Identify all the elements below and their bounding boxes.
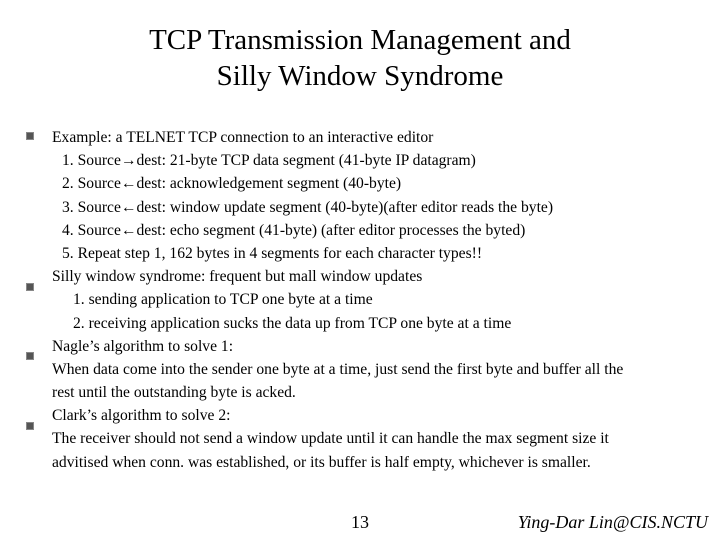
slide-title-line-2: Silly Window Syndrome bbox=[216, 60, 504, 92]
bullet-2-item-2: 2. receiving application sucks the data up from TCP one byte at a time bbox=[73, 314, 512, 332]
footer-author: Ying-Dar Lin@CIS.NCTU bbox=[517, 512, 708, 532]
bullet-2-item-1: 1. sending application to TCP one byte at a time bbox=[73, 291, 373, 309]
slide-title bbox=[0, 22, 720, 94]
bullet-marker-3 bbox=[26, 352, 34, 360]
slide-title-line-1: TCP Transmission Management and bbox=[149, 24, 571, 56]
bullet-1-step-2: 2. Source←dest: acknowledgement segment (40-byte) bbox=[62, 175, 402, 193]
bullet-3-heading: Nagle’s algorithm to solve 1: bbox=[52, 337, 234, 355]
bullet-2-heading: Silly window syndrome: frequent but mall window updates bbox=[52, 268, 423, 286]
bullet-4-heading: Clark’s algorithm to solve 2: bbox=[52, 407, 231, 425]
bullet-3-body-line-2: rest until the outstanding byte is acked. bbox=[52, 384, 296, 402]
bullet-marker-1 bbox=[26, 132, 34, 140]
bullet-4-body-line-1: The receiver should not send a window update until it can handle the max segment size it bbox=[52, 430, 609, 448]
bullet-marker-4 bbox=[26, 422, 34, 430]
bullet-4-body-line-2: advitised when conn. was established, or its buffer is half empty, whichever is smaller. bbox=[52, 453, 591, 471]
page-number: 13 bbox=[351, 512, 369, 532]
bullet-1-step-4: 4. Source←dest: echo segment (41-byte) (after editor processes the byted) bbox=[62, 221, 526, 239]
bullet-marker-2 bbox=[26, 283, 34, 291]
bullet-1-step-3: 3. Source←dest: window update segment (40-byte)(after editor reads the byte) bbox=[62, 198, 554, 216]
bullet-1-step-5: 5. Repeat step 1, 162 bytes in 4 segments for each character types!! bbox=[62, 244, 483, 262]
slide-body bbox=[52, 126, 716, 474]
bullet-1-heading: Example: a TELNET TCP connection to an interactive editor bbox=[52, 129, 434, 146]
bullet-3-body-line-1: When data come into the sender one byte at a time, just send the first byte and buffer all the bbox=[52, 360, 624, 378]
bullet-1-step-1: 1. Source→dest: 21-byte TCP data segment (41-byte IP datagram) bbox=[62, 152, 476, 170]
